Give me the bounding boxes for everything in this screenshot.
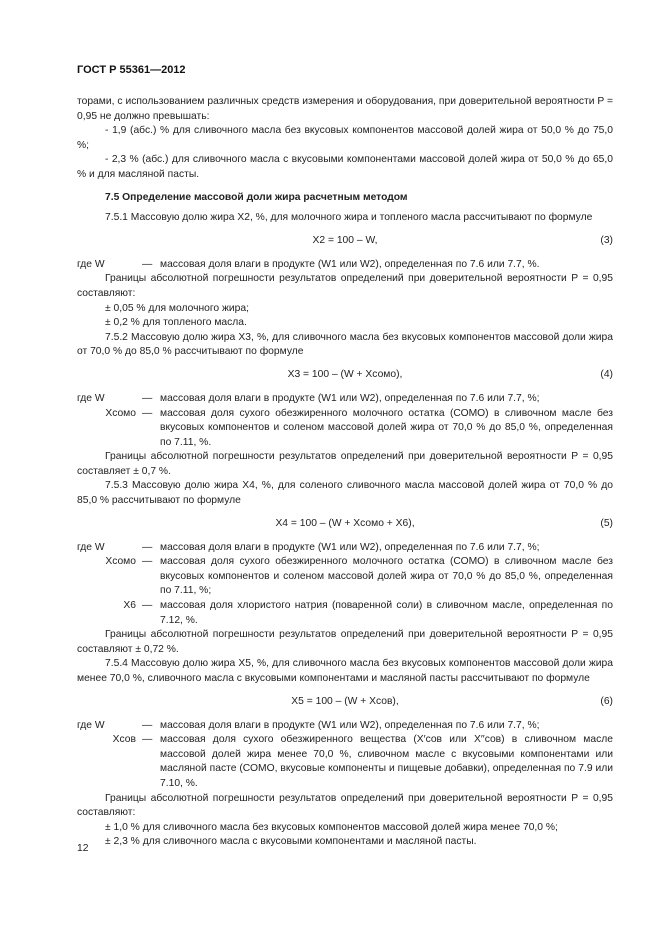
paragraph: - 1,9 (абс.) % для сливочного масла без вкусовых компонентов массовой долей жира от 50,0 % до 75,0 %; [77, 125, 613, 151]
definition-text: массовая доля сухого обезжиренного вещества (X′сов или X′′сов) в сливочном масле массовой долей жира менее 70,0 %, сливочном масле с вкусовыми компонентами или масляной пасте (СОМО, вкусовые компоненты и пищевые добавки), определенная по 7.9 или 7.10, %. [160, 734, 613, 789]
definition-row [77, 599, 613, 628]
formula-text: X2 = 100 – W, [312, 234, 378, 246]
definition-symbol: где W [77, 392, 105, 404]
formula-4 [77, 368, 613, 384]
definition-row [77, 258, 613, 273]
definition-dash: — [142, 719, 153, 731]
paragraph: 7.5.4 Массовую долю жира X5, %, для сливочного масла без вкусовых компонентов массовой доли жира менее 70,0 %, сливочного масла с вкусовыми компонентами и масляной пасты рассчитывают по формуле [77, 658, 613, 684]
definition-row [77, 733, 613, 791]
definition-dash: — [142, 541, 153, 553]
definition-symbol: Xсомо [105, 407, 136, 419]
definition-text: массовая доля влаги в продукте (W1 или W2), определенная по 7.6 или 7.7, %; [160, 541, 540, 553]
paragraph: торами, с использованием различных средств измерения и оборудования, при доверительной вероятности P = 0,95 не должно превышать: [77, 96, 613, 122]
definition-text: массовая доля сухого обезжиренного молочного остатка (СОМО) в сливочном масле без вкусовых компонентов и соленом массовой долей жира от 70,0 % до 85,0 %, определенная по 7.11, %. [160, 407, 613, 448]
definition-text: массовая доля влаги в продукте (W1 или W2), определенная по 7.6 или 7.7, %. [160, 258, 540, 270]
definition-dash: — [142, 556, 153, 568]
formula-number: (4) [600, 368, 613, 380]
paragraph: 7.5.1 Массовую долю жира X2, %, для молочного жира и топленого масла рассчитывают по формуле [105, 212, 593, 224]
definition-dash: — [142, 392, 153, 404]
definition-symbol: где W [77, 719, 105, 731]
definition-text: массовая доля влаги в продукте (W1 или W2), определенная по 7.6 или 7.7, %; [160, 392, 540, 404]
definition-text: массовая доля влаги в продукте (W1 или W2), определенная по 7.6 или 7.7, %; [160, 719, 540, 731]
formula-number: (5) [600, 517, 613, 529]
definition-symbol: где W [77, 258, 105, 270]
definition-row [77, 541, 613, 556]
formula-6 [77, 695, 613, 711]
page-number: 12 [77, 843, 89, 854]
formula-text: X5 = 100 – (W + Xсов), [291, 695, 399, 707]
formula-text: X3 = 100 – (W + Xсомо), [287, 368, 403, 380]
definition-text: массовая доля сухого обезжиренного молочного остатка (СОМО) в сливочном масле без вкусовых компонентов и соленом массовой долей жира от 70,0 % до 85,0 %, определенная по 7.11, %; [160, 556, 613, 597]
paragraph: Границы абсолютной погрешности результатов определений при доверительной вероятности P = 0,95 составляют: [77, 273, 613, 299]
formula-number: (6) [600, 695, 613, 707]
definition-row [77, 392, 613, 407]
definition-row [77, 555, 613, 599]
definition-dash: — [142, 600, 153, 612]
paragraph: Границы абсолютной погрешности результатов определений при доверительной вероятности P = 0,95 составляют: [77, 792, 613, 819]
paragraph: 7.5.3 Массовую долю жира X4, %, для соленого сливочного масла массовой долей жира от 70,0 % до 85,0 % рассчитывают по формуле [77, 480, 613, 507]
paragraph: Границы абсолютной погрешности результатов определений при доверительной вероятности P = 0,95 составляют ± 0,72 %. [77, 629, 613, 655]
definition-row [77, 407, 613, 451]
paragraph: - 2,3 % (абс.) для сливочного масла с вкусовыми компонентами массовой долей жира от 50,0 % до 65,0 % и для масляной пасты. [77, 154, 613, 180]
document-body [77, 95, 613, 850]
paragraph: ± 0,2 % для топленого масла. [105, 317, 247, 329]
definition-symbol: X6 [123, 600, 136, 612]
formula-text: X4 = 100 – (W + Xсомо + X6), [275, 517, 415, 529]
paragraph: ± 0,05 % для молочного жира; [105, 302, 249, 314]
definition-symbol: Xсов [112, 734, 136, 746]
definition-dash: — [142, 258, 153, 270]
formula-number: (3) [600, 234, 613, 246]
definition-row [77, 719, 613, 734]
definition-dash: — [142, 734, 153, 746]
definition-dash: — [142, 407, 153, 419]
formula-5 [77, 517, 613, 533]
definition-text: массовая доля хлористого натрия (поваренной соли) в сливочном масле, определенная по 7.12, %. [160, 600, 613, 626]
definition-symbol: Xсомо [105, 556, 136, 568]
paragraph: ± 1,0 % для сливочного масла без вкусовых компонентов массовой долей жира менее 70,0 %; [105, 821, 558, 833]
definition-symbol: где W [77, 541, 105, 553]
formula-3 [77, 234, 613, 250]
section-heading: 7.5 Определение массовой доли жира расчетным методом [105, 191, 408, 203]
paragraph: ± 2,3 % для сливочного масла с вкусовыми компонентами и масляной пасты. [105, 836, 477, 848]
document-header: ГОСТ Р 55361—2012 [77, 64, 186, 76]
paragraph: 7.5.2 Массовую долю жира X3, %, для сливочного масла без вкусовых компонентов массовой доли жира от 70,0 % до 85,0 % рассчитывают по формуле [77, 331, 613, 358]
paragraph: Границы абсолютной погрешности результатов определений при доверительной вероятности P = 0,95 составляет ± 0,7 %. [77, 451, 613, 477]
